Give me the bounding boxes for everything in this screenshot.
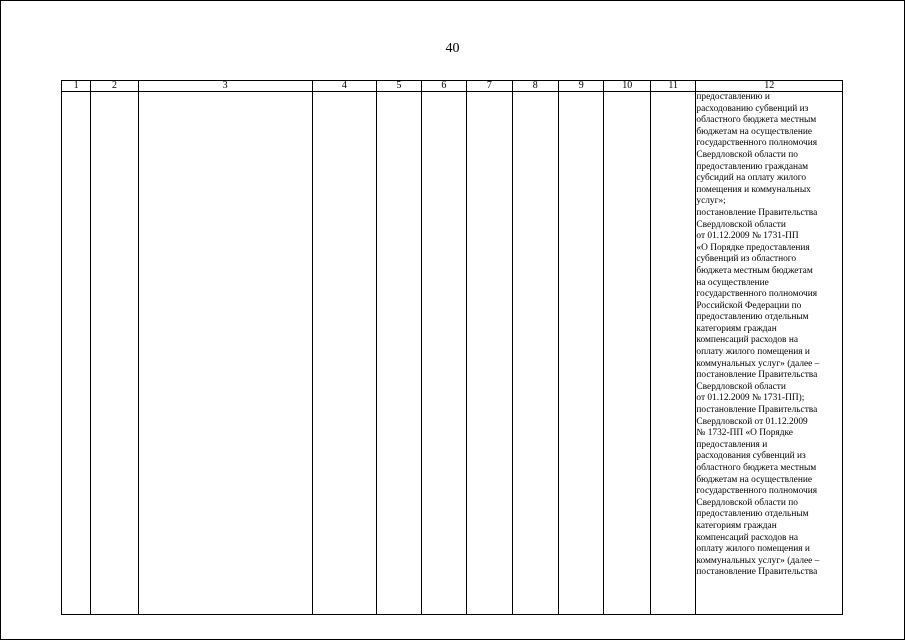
text-line: областного бюджета местным (696, 115, 817, 126)
text-line: Российской Федерации по (696, 300, 802, 311)
table-cell-11 (650, 92, 695, 615)
text-line: компенсаций расходов на (696, 532, 798, 543)
text-line: предоставлению и (696, 92, 770, 102)
text-line: расходованию субвенций из (696, 103, 809, 114)
text-line: Свердловской области (696, 219, 786, 230)
text-line: постановление Правительства (696, 207, 818, 218)
text-line: «О Порядке предоставления (696, 242, 810, 253)
text-line: Свердловской области по (696, 497, 798, 508)
column-header-5: 5 (377, 81, 421, 92)
text-line: областного бюджета местным (696, 463, 817, 473)
text-line: помещения и коммунальных (696, 184, 811, 195)
text-line: Свердловской области по (696, 149, 798, 160)
text-line: предоставлению отдельным (696, 509, 809, 520)
table-cell-7 (467, 92, 512, 615)
table-cell-5 (377, 92, 421, 615)
column-header-6: 6 (421, 81, 466, 92)
table-row (62, 92, 843, 615)
text-line: расходования субвенций из (696, 451, 806, 462)
text-line: постановление Правительства (696, 370, 818, 381)
table-cell-4 (312, 92, 377, 615)
text-line: компенсаций расходов на (696, 335, 798, 346)
column-header-9: 9 (559, 81, 604, 92)
column-header-12: 12 (696, 81, 843, 92)
text-line: коммунальных услуг» (далее – (696, 555, 820, 566)
text-line: оплату жилого помещения и (696, 544, 810, 555)
data-table (61, 80, 843, 615)
column-header-3: 3 (138, 81, 312, 92)
page-number: 40 (445, 41, 460, 56)
table-header-row (62, 81, 843, 92)
column-header-1: 1 (62, 81, 91, 92)
text-line: Свердловской от 01.12.2009 (696, 416, 808, 427)
text-line: оплату жилого помещения и (696, 347, 810, 358)
text-line: коммунальных услуг» (далее – (696, 358, 820, 369)
table-cell-12-text (696, 92, 843, 615)
column-header-7: 7 (467, 81, 512, 92)
text-line: предоставления и (696, 439, 768, 450)
column-header-11: 11 (650, 81, 695, 92)
text-line: предоставлению гражданам (696, 161, 809, 172)
text-line: государственного полномочия (696, 486, 818, 497)
text-line: бюджетам на осуществление (696, 474, 813, 485)
text-line: бюджетам на осуществление (696, 126, 813, 137)
column-header-2: 2 (91, 81, 138, 92)
text-line: Свердловской области (696, 381, 786, 392)
column-header-8: 8 (512, 81, 558, 92)
table-cell-6 (421, 92, 466, 615)
table-cell-8 (512, 92, 558, 615)
text-line: от 01.12.2009 № 1731-ПП); (696, 393, 805, 404)
text-line: категориям граждан (696, 520, 777, 531)
text-line: № 1732-ПП «О Порядке (696, 428, 793, 439)
table-cell-2 (91, 92, 138, 615)
text-line: от 01.12.2009 № 1731-ПП (696, 231, 799, 242)
text-line: предоставлению отдельным (696, 312, 809, 323)
table-cell-9 (559, 92, 604, 615)
text-line: государственного полномочия (696, 289, 818, 300)
text-line: на осуществление (696, 277, 769, 288)
text-line: услуг»; (696, 196, 726, 207)
text-line: постановление Правительства (696, 405, 818, 416)
table-cell-10 (604, 92, 650, 615)
text-line: субвенций из областного (696, 254, 797, 265)
text-line: категориям граждан (696, 323, 777, 334)
text-line: бюджета местным бюджетам (696, 265, 813, 276)
column-header-4: 4 (312, 81, 377, 92)
text-line: субсидий на оплату жилого (696, 173, 807, 184)
column-header-10: 10 (604, 81, 650, 92)
text-line: государственного полномочия (696, 138, 818, 149)
text-line: постановление Правительства (696, 567, 818, 578)
table-cell-1 (62, 92, 91, 615)
table-cell-3 (138, 92, 312, 615)
